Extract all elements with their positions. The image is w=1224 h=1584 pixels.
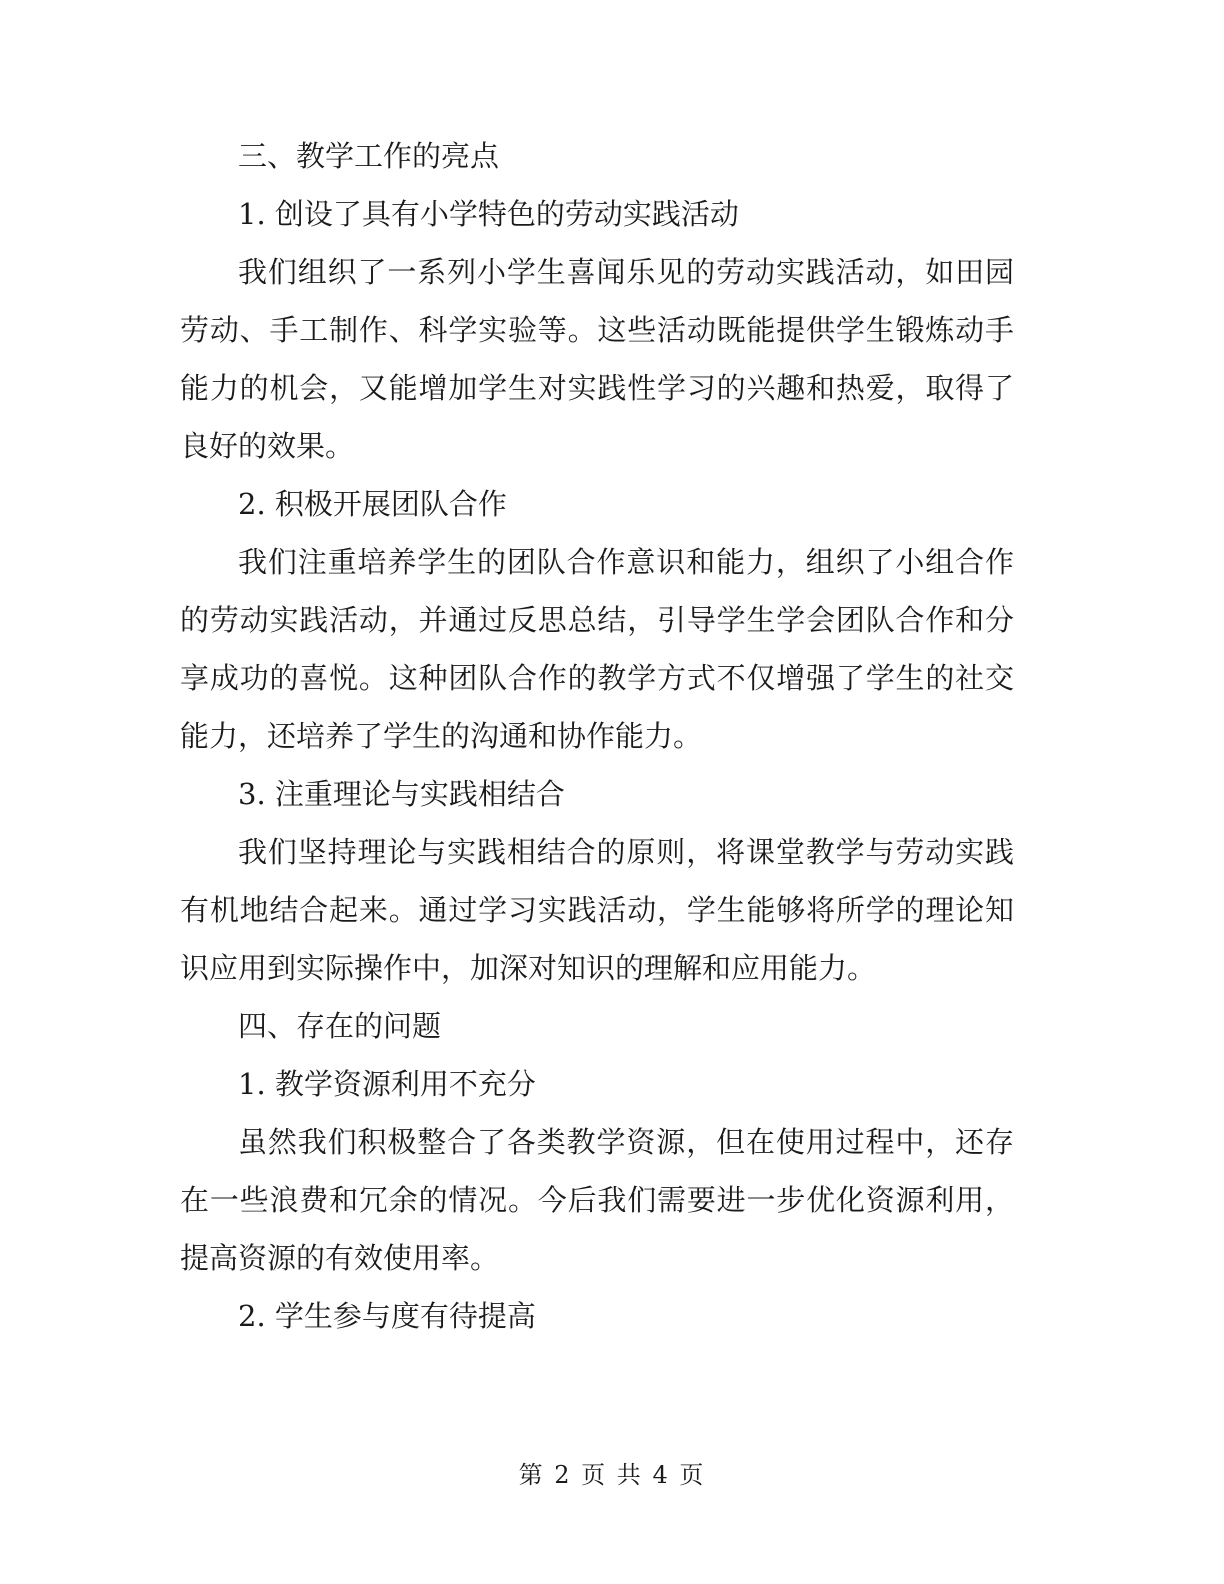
page-footer: 第 2 页 共 4 页	[518, 1461, 706, 1489]
document-body	[180, 127, 1014, 1345]
section-heading-highlights: 三、教学工作的亮点	[238, 139, 500, 173]
subheading-theory-practice: 3. 注重理论与实践相结合	[238, 777, 565, 811]
paragraph-resources: 虽然我们积极整合了各类教学资源，但在使用过程中，还存在一些浪费和冗余的情况。今后我们需要进一步优化资源利用，提高资源的有效使用率。	[180, 1125, 1014, 1275]
paragraph-labor-activities: 我们组织了一系列小学生喜闻乐见的劳动实践活动，如田园劳动、手工制作、科学实验等。这些活动既能提供学生锻炼动手能力的机会，又能增加学生对实践性学习的兴趣和热爱，取得了良好的效果。	[180, 255, 1014, 463]
subheading-teamwork: 2. 积极开展团队合作	[238, 487, 507, 521]
subheading-participation: 2. 学生参与度有待提高	[238, 1299, 536, 1333]
subheading-labor-activities: 1. 创设了具有小学特色的劳动实践活动	[238, 197, 739, 231]
paragraph-theory-practice: 我们坚持理论与实践相结合的原则，将课堂教学与劳动实践有机地结合起来。通过学习实践活动，学生能够将所学的理论知识应用到实际操作中，加深对知识的理解和应用能力。	[180, 835, 1014, 985]
paragraph-teamwork: 我们注重培养学生的团队合作意识和能力，组织了小组合作的劳动实践活动，并通过反思总结，引导学生学会团队合作和分享成功的喜悦。这种团队合作的教学方式不仅增强了学生的社交能力，还培养了学生的沟通和协作能力。	[180, 545, 1014, 753]
section-heading-problems: 四、存在的问题	[238, 1009, 442, 1043]
subheading-resources: 1. 教学资源利用不充分	[238, 1067, 536, 1101]
